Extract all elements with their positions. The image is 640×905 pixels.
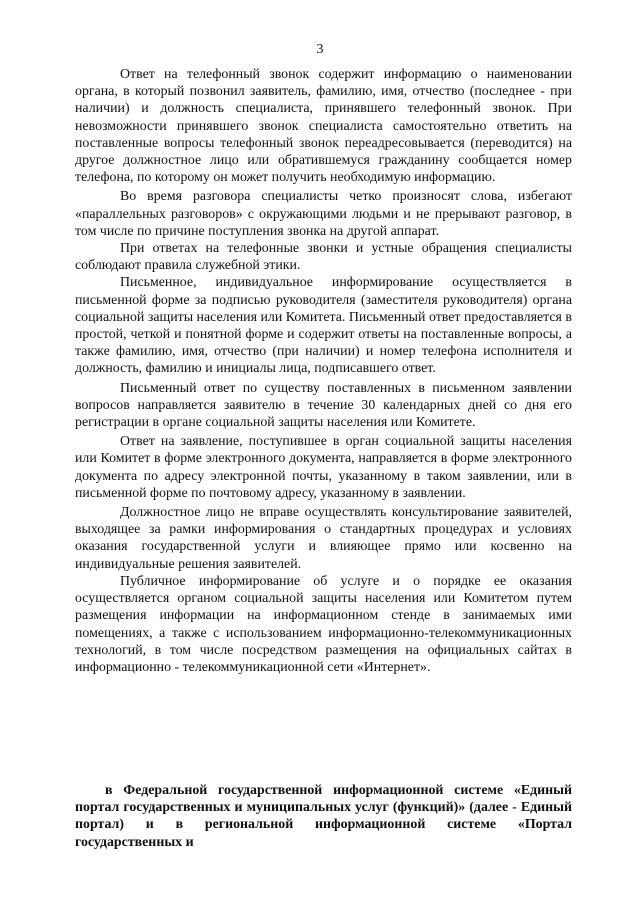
page-number: 3 (316, 42, 324, 57)
paragraph-consulting-limits: Должностное лицо не вправе осуществлять консультирование заявителей, выходящее за рамки информирования о стандартных процедурах и условиях оказания государственной услуги и влияющее прямо или косвенно на индивидуальные решения заявителей. (75, 505, 572, 572)
paragraph-conversation: Во время разговора специалисты четко произносят слова, избегают «параллельных разговоров» с окружающими людьми и не прерывают разговор, в том числе по причине поступления звонка на другой аппарат. (75, 189, 572, 239)
paragraph-written-answer-deadline: Письменный ответ по существу поставленных в письменном заявлении вопросов направляется заявителю в течение 30 календарных дней со дня его регистрации в органе социальной защиты населения или Комитете. (75, 380, 572, 431)
document-body (75, 66, 572, 676)
paragraph-written-informing: Письменное, индивидуальное информирование осуществляется в письменной форме за подписью руководителя (заместителя руководителя) органа социальной защиты населения или Комитета. Письменный ответ предоставляется в простой, четкой и понятной форме и содержит ответы на поставленные вопросы, а также фамилию, имя, отчество (при наличии) и номер телефона исполнителя и должность, фамилию и инициалы лица, подписавшего ответ. (75, 275, 572, 377)
paragraph-electronic-answer: Ответ на заявление, поступившее в орган социальной защиты населения или Комитет в форме электронного документа, направляется в форме электронного документа по адресу электронной почты, указанному в таком заявлении, или в письменной форме по почтовому адресу, указанному в заявлении. (75, 434, 572, 501)
paragraph-ethics: При ответах на телефонные звонки и устные обращения специалисты соблюдают правила служебной этики. (75, 241, 572, 274)
bold-fragment: в Федеральной государственной информационной системе «Единый портал государственных и муниципальных услуг (функций)» (далее - Единый портал) и в региональной информационной системе «Портал государственных и (75, 783, 572, 850)
paragraph-public-informing: Публичное информирование об услуге и о порядке ее оказания осуществляется органом социальной защиты населения или Комитетом путем размещения информации на информационном стенде в занимаемых ими помещениях, а также с использованием информационно-телекоммуникационных технологий, в том числе посредством размещения на официальных сайтах в информационно - телекоммуникационной сети «Интернет». (75, 573, 572, 675)
paragraph-phone-answer: Ответ на телефонный звонок содержит информацию о наименовании органа, в который позвонил заявитель, фамилию, имя, отчество (последнее - при наличии) и должность специалиста, принявшего телефонный звонок. При невозможности принявшего звонок специалиста самостоятельно ответить на поставленные вопросы телефонный звонок переадресовывается (переводится) на другое должностное лицо или обратившемуся гражданину сообщается номер телефона, по которому он может получить необходимую информацию. (75, 67, 572, 186)
